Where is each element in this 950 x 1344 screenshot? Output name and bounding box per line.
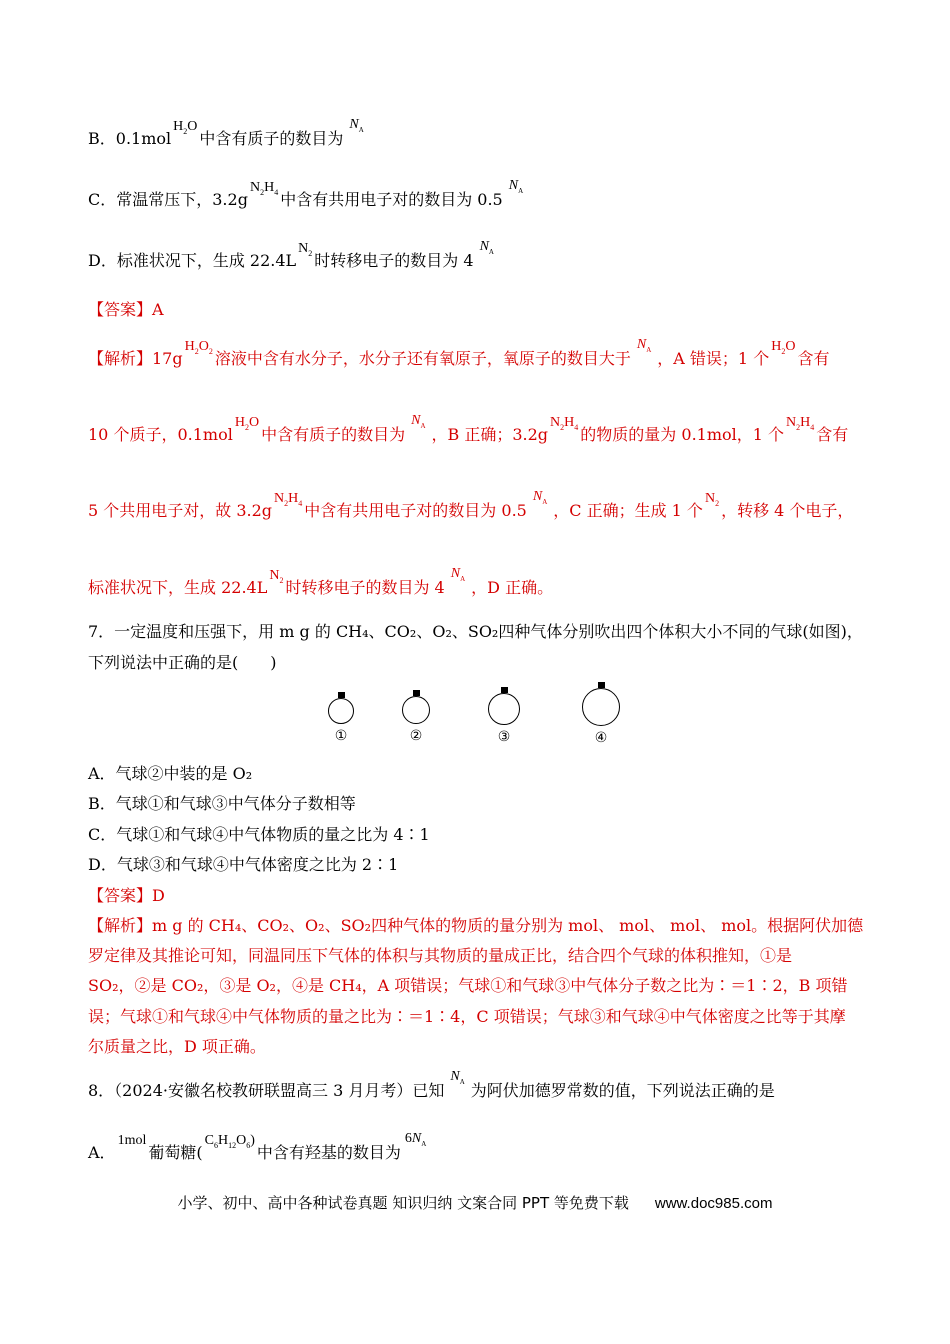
q6-option-c: C．常温常压下，$3.2gN_2H_4$ 中含有共用电子对的数目为 $0.5N_A$ [88, 178, 524, 209]
formula-h2o: $H_2O$ [771, 339, 796, 356]
q7-stem-line-2: 下列说法中正确的是( ) [88, 653, 277, 672]
q7-option-c: C．气球①和气球④中气体物质的量之比为 4∶1 [88, 825, 430, 844]
balloon-circle [328, 698, 354, 724]
formula-h2o: $H_2O$ [234, 415, 260, 432]
balloon-circle [488, 693, 520, 725]
balloon-circle [402, 696, 430, 724]
footer-site-link[interactable]: www.doc985.com [654, 1195, 773, 1212]
q7-explanation-line-1: 【解析】m g 的 CH₄、CO₂、O₂、SO₂四种气体的物质的量分别为 mol、 mol、 mol、 mol。根据阿伏加德 [88, 916, 864, 935]
q7-option-d: D．气球③和气球④中气体密度之比为 2∶1 [88, 855, 399, 874]
formula-n2h4: $N_2H_4$ [249, 180, 279, 197]
formula-n2h4: $N_2H_4$ [550, 415, 579, 432]
avogadro-symbol: $6N_A$ [404, 1131, 427, 1148]
q7-explanation-line-5: 尔质量之比，D 项正确。 [88, 1037, 266, 1056]
q7-stem-line-1: 7．一定温度和压强下，用 m g 的 CH₄、CO₂、O₂、SO₂四种气体分别吹出四个体积大小不同的气球(如图)， [88, 622, 863, 641]
q7-option-b: B．气球①和气球③中气体分子数相等 [88, 794, 356, 813]
q6-explanation-line-3: 5 个共用电子对，故 $3.2gN_2H_4$ 中含有共用电子对的数目为 $0.5N_A$ ，C 正确；生成 1 个$N_2$ ，转移 4 个电子， [88, 489, 854, 520]
q7-explanation-line-3: SO₂，②是 CO₂，③是 O₂，④是 CH₄，A 项错误；气球①和气球③中气体分子数之比为∶＝1∶2，B 项错 [88, 976, 848, 995]
amount-1mol: 1mol [117, 1133, 147, 1148]
avogadro-symbol: $N_A$ [450, 1069, 465, 1086]
q6-explanation-line-1: 【解析】$17gH_2O_2$ 溶液中含有水分子，水分子还有氧原子，氧原子的数目大于$N_A$ ，A 错误；1 个$H_2O$含有 [88, 337, 830, 368]
q6-option-d: D．标准状况下，生成 $22.4LN_2$ 时转移电子的数目为 $4N_A$ [88, 239, 494, 270]
footer-text: 小学、初中、高中各种试卷真题 知识归纳 文案合同 PPT 等免费下载 [177, 1194, 629, 1212]
balloon-figure [300, 680, 660, 750]
avogadro-symbol: $N_A$ [450, 566, 466, 583]
formula-n2: $N_2$ [704, 491, 720, 508]
q6-answer: 【答案】A [88, 300, 164, 319]
q8-stem: 8．（2024·安徽名校教研联盟高三 3 月月考）已知$N_A$ 为阿伏加德罗常数的值，下列说法正确的是 [88, 1069, 775, 1100]
formula-h2o: $H_2O$ [173, 119, 198, 136]
balloon-3 [486, 687, 522, 745]
formula-h2o2: $H_2O_2$ [184, 339, 213, 356]
page-footer [0, 1192, 950, 1213]
formula-n2h4: $N_2H_4$ [786, 415, 815, 432]
q8-option-a: A．1mol葡萄糖$(C_6H_{12}O_6)$中含有羟基的数目为$6N_A$ [88, 1131, 427, 1162]
avogadro-symbol: $N_A$ [508, 178, 524, 195]
formula-c6h12o6: $C_6H_{12}O_6$) [204, 1133, 255, 1150]
formula-n2: $N_2$ [298, 241, 313, 258]
avogadro-symbol: $N_A$ [411, 413, 426, 430]
balloon-label: ① [334, 728, 348, 744]
avogadro-symbol: $N_A$ [636, 337, 652, 354]
avogadro-symbol: $N_A$ [479, 239, 494, 256]
q7-answer: 【答案】D [88, 886, 165, 905]
balloon-4 [580, 682, 622, 746]
q6-option-b: B．0.1molH$_2$O中含有质子的数目为$N_A$ [88, 117, 364, 148]
balloon-label: ② [409, 728, 423, 744]
balloon-2 [400, 690, 432, 744]
balloon-label: ③ [497, 729, 511, 745]
balloon-1 [326, 692, 356, 744]
formula-n2h4: $N_2H_4$ [274, 491, 303, 508]
avogadro-symbol: $N_A$ [349, 117, 364, 134]
balloon-circle [582, 688, 620, 726]
q6-explanation-line-2: 10 个质子，0.1molH$_2$O中含有质子的数目为$N_A$ ，B 正确；$3.2gN_2H_4$ 的物质的量为 0.1mol，1 个$N_2H_4$ 含有 [88, 413, 849, 444]
balloon-label: ④ [594, 730, 608, 746]
q7-explanation-line-4: 误；气球①和气球④中气体物质的量之比为∶＝1∶4，C 项错误；气球③和气球④中气体密度之比等于其摩 [88, 1007, 846, 1026]
formula-n2: $N_2$ [269, 568, 284, 585]
q7-explanation-line-2: 罗定律及其推论可知，同温同压下气体的体积与其物质的量成正比，结合四个气球的体积推知，①是 [88, 946, 793, 965]
q7-option-a: A．气球②中装的是 O₂ [88, 764, 253, 783]
avogadro-symbol: $N_A$ [532, 489, 548, 506]
q6-explanation-line-4: 标准状况下，生成 $22.4LN_2$ 时转移电子的数目为 $4N_A$ ，D 正确。 [88, 566, 554, 597]
